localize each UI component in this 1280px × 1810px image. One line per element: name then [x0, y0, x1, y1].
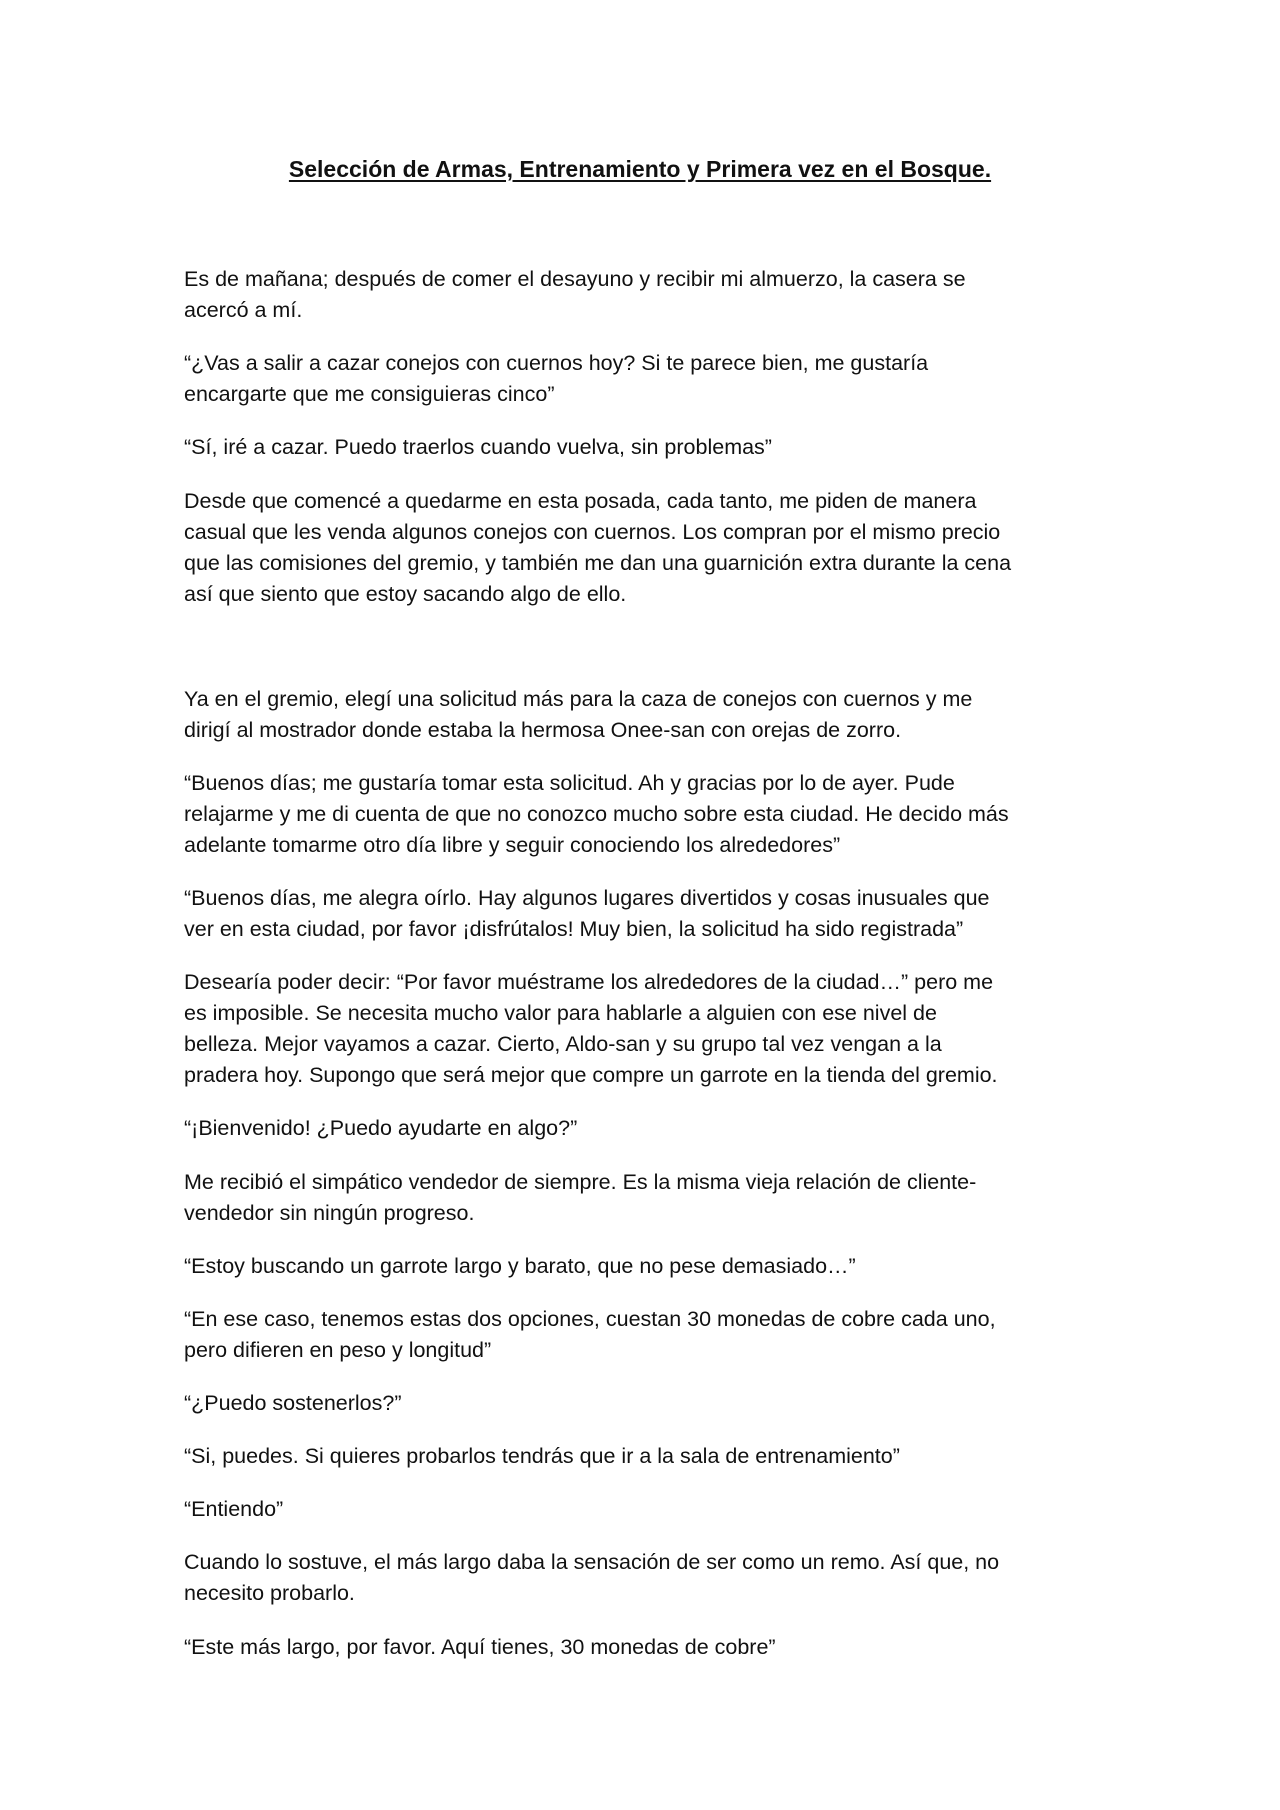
paragraph: Cuando lo sostuve, el más largo daba la sensación de ser como un remo. Así que, no necesito probarlo.: [184, 1550, 1000, 1605]
paragraph: “¿Puedo sostenerlos?”: [184, 1391, 402, 1415]
paragraph: Ya en el gremio, elegí una solicitud más para la caza de conejos con cuernos y me dirigí al mostrador donde estaba la hermosa Onee-san con orejas de zorro.: [184, 687, 973, 742]
paragraph: Me recibió el simpático vendedor de siempre. Es la misma vieja relación de cliente- vendedor sin ningún progreso.: [184, 1170, 977, 1225]
paragraph: Desearía poder decir: “Por favor muéstrame los alrededores de la ciudad…” pero me es imposible. Se necesita mucho valor para hablarle a alguien con ese nivel de belleza. Mejor vayamos a cazar. Cierto, Aldo-san y su grupo tal vez vengan a la pradera hoy. Supongo que será mejor que compre un garrote en la tienda del gremio.: [184, 970, 998, 1087]
paragraph: “Estoy buscando un garrote largo y barato, que no pese demasiado…”: [184, 1254, 856, 1278]
paragraph: “¡Bienvenido! ¿Puedo ayudarte en algo?”: [184, 1116, 578, 1140]
paragraph: Es de mañana; después de comer el desayuno y recibir mi almuerzo, la casera se acercó a mí.: [184, 267, 966, 322]
paragraph: Desde que comencé a quedarme en esta posada, cada tanto, me piden de manera casual que les venda algunos conejos con cuernos. Los compran por el mismo precio que las comisiones del gremio, y también me dan una guarnición extra durante la cena así que siento que estoy sacando algo de ello.: [184, 489, 1012, 606]
paragraph: “¿Vas a salir a cazar conejos con cuernos hoy? Si te parece bien, me gustaría encargarte que me consiguieras cinco”: [184, 351, 929, 406]
document-title: Selección de Armas, Entrenamiento y Primera vez en el Bosque.: [288, 156, 992, 182]
paragraph: “Entiendo”: [184, 1497, 284, 1521]
paragraph: “En ese caso, tenemos estas dos opciones, cuestan 30 monedas de cobre cada uno, pero difieren en peso y longitud”: [184, 1307, 996, 1362]
paragraph: “Buenos días; me gustaría tomar esta solicitud. Ah y gracias por lo de ayer. Pude relajarme y me di cuenta de que no conozco mucho sobre esta ciudad. He decido más adelante tomarme otro día libre y seguir conociendo los alrededores”: [184, 771, 1009, 857]
paragraph: “Buenos días, me alegra oírlo. Hay algunos lugares divertidos y cosas inusuales que ver en esta ciudad, por favor ¡disfrútalos! Muy bien, la solicitud ha sido registrada”: [184, 886, 990, 941]
paragraph: “Este más largo, por favor. Aquí tienes, 30 monedas de cobre”: [184, 1635, 776, 1659]
paragraph: “Si, puedes. Si quieres probarlos tendrás que ir a la sala de entrenamiento”: [184, 1444, 900, 1468]
paragraph: “Sí, iré a cazar. Puedo traerlos cuando vuelva, sin problemas”: [184, 435, 772, 459]
